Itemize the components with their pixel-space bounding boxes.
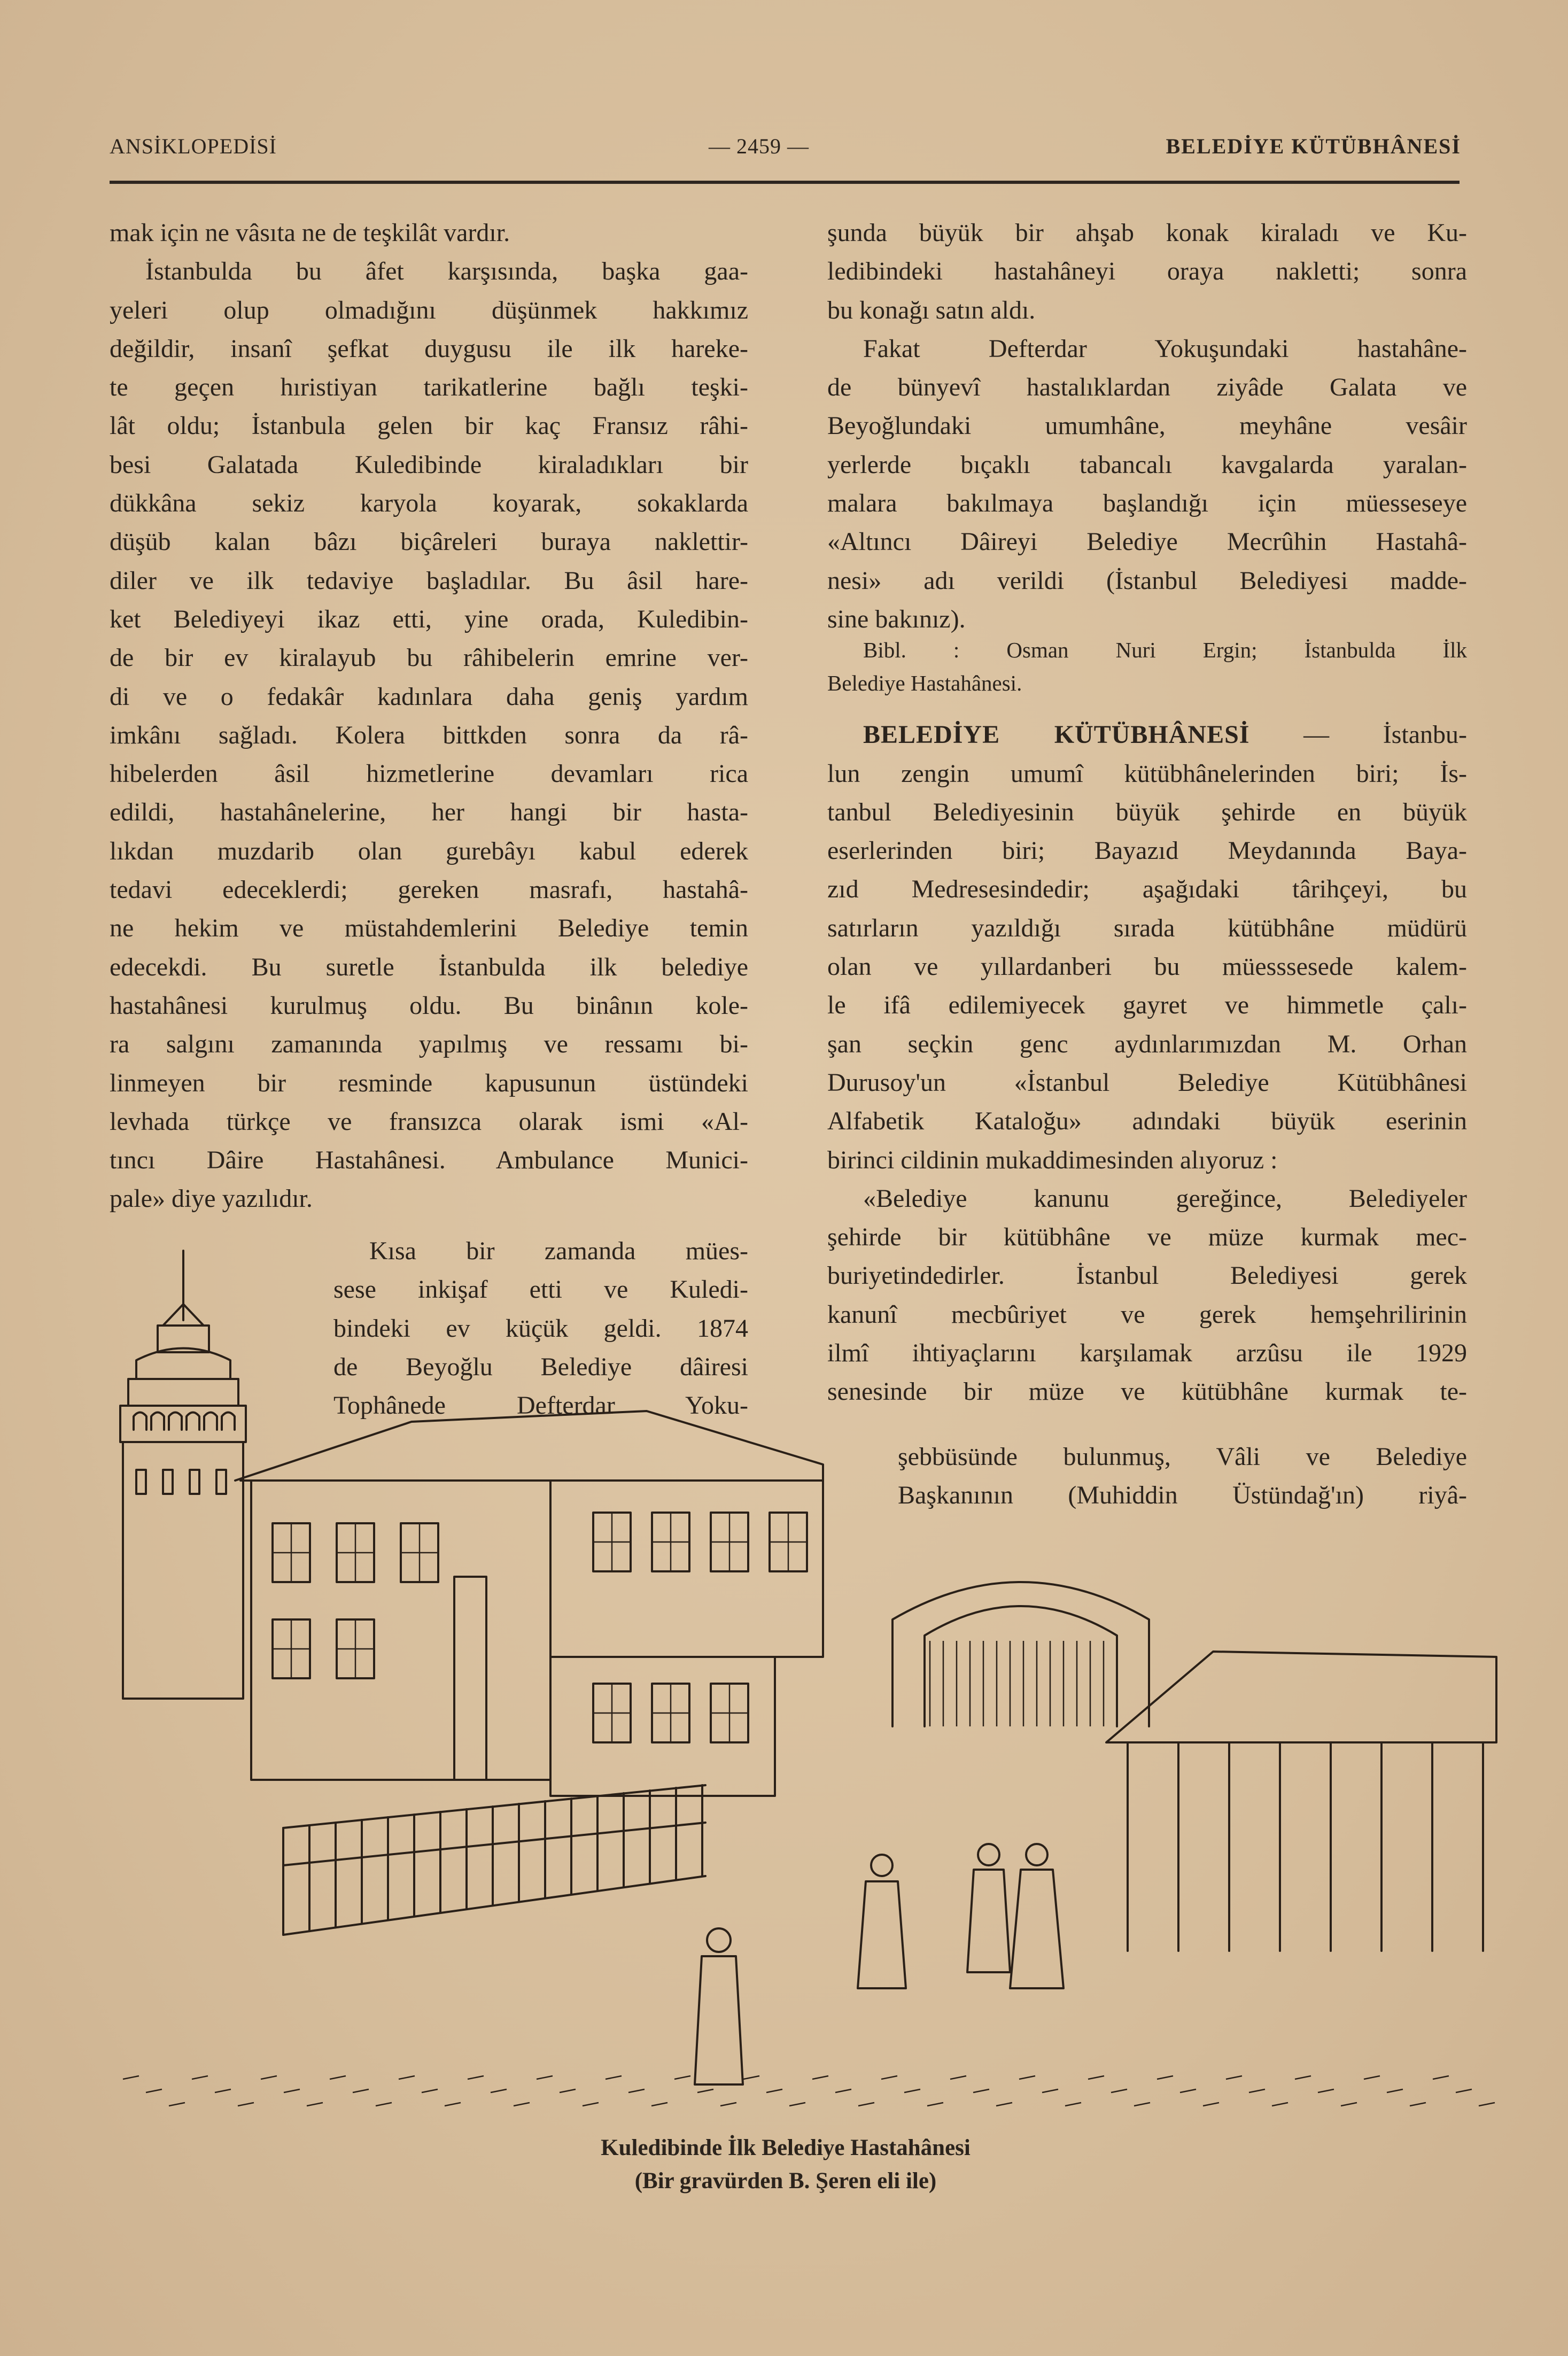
text-line: edecekdi. Bu suretle İstanbulda ilk belediye — [110, 952, 748, 981]
window-mullion — [652, 1513, 689, 1571]
ground-stroke — [146, 2089, 162, 2092]
ground-stroke — [514, 2103, 530, 2106]
tower-window — [222, 1413, 235, 1430]
paragraph — [827, 330, 1467, 639]
paragraph — [827, 214, 1467, 330]
ground-stroke — [468, 2076, 484, 2079]
text-line: linmeyen bir resminde kapusunun üstündeki — [110, 1068, 748, 1097]
text-line: nesi» adı verildi (İstanbul Belediyesi madde- — [827, 566, 1467, 595]
paragraph — [110, 252, 748, 1218]
tower-window — [190, 1470, 199, 1494]
text-line: sese inkişaf etti ve Kuledi- — [333, 1275, 748, 1304]
text-line: lıkdan muzdarib olan gurebâyı kabul ederek — [110, 836, 748, 865]
ground-stroke — [1226, 2076, 1242, 2079]
text-line: bu konağı satın aldı. — [827, 296, 1036, 324]
text-line: Bibl. : Osman Nuri Ergin; İstanbulda İlk — [863, 638, 1467, 663]
text-line: değildir, insanî şefkat duygusu ile ilk hareke- — [110, 334, 748, 363]
window-mullion — [711, 1684, 748, 1742]
tower-window — [136, 1470, 146, 1494]
text-line: şebbüsünde bulunmuş, Vâli ve Belediye — [898, 1443, 1467, 1471]
ground-stroke — [812, 2076, 828, 2079]
window-mullion — [593, 1513, 631, 1571]
archway — [892, 1582, 1149, 1726]
ground-stroke — [445, 2103, 461, 2106]
ground-stroke — [996, 2103, 1012, 2106]
text-line: ne hekim ve müstahdemlerini Belediye temin — [110, 914, 748, 943]
text-line: dükkâna sekiz karyola koyarak, sokaklarda — [110, 489, 748, 518]
ground-stroke — [1042, 2089, 1058, 2092]
text-line: le ifâ edilemiyecek gayret ve himmetle çalı- — [827, 991, 1467, 1020]
text-line: diler ve ilk tedaviye başladılar. Bu âsil hare- — [110, 566, 748, 595]
figure-caption-credit: (Bir gravürden B. Şeren eli ile) — [634, 2168, 937, 2194]
text-line: zıd Medresesindedir; aşağıdaki târihçeyi, bu — [827, 875, 1467, 904]
window-mullion — [273, 1619, 310, 1678]
tower-window — [169, 1413, 182, 1430]
ground-stroke — [1249, 2089, 1265, 2092]
text-line: te geçen hıristiyan tarikatlerine bağlı teşki- — [110, 373, 748, 402]
bibliography — [827, 633, 1467, 700]
text-line: Kısa bir zamanda mües- — [369, 1237, 748, 1265]
ground-stroke — [1295, 2076, 1311, 2079]
text-line: «Belediye kanunu gereğince, Belediyeler — [863, 1184, 1467, 1213]
text-line: Belediye Hastahânesi. — [827, 671, 1022, 696]
ground-stroke — [330, 2076, 346, 2079]
ground-stroke — [537, 2076, 553, 2079]
ground-stroke — [628, 2089, 645, 2092]
text-line: şunda büyük bir ahşab konak kiraladı ve Ku- — [827, 219, 1467, 247]
ground-stroke — [169, 2103, 185, 2106]
text-line: besi Galatada Kuledibinde kiraladıkları bir — [110, 450, 748, 479]
text-line: de Beyoğlu Belediye dâiresi — [333, 1352, 748, 1381]
galata-tower — [120, 1251, 246, 1699]
ground-stroke — [1456, 2089, 1472, 2092]
text-line: lun zengin umumî kütübhânelerinden biri; İs- — [827, 759, 1467, 788]
text-line: malara bakılmaya başlandığı için müesseseye — [827, 489, 1467, 518]
ground-stroke — [674, 2076, 690, 2079]
ground-hatching — [123, 2076, 1495, 2106]
text-line: tıncı Dâire Hastahânesi. Ambulance Munici- — [110, 1146, 748, 1175]
ground-stroke — [1272, 2103, 1288, 2106]
text-line: ilmî ihtiyaçlarını karşılamak arzûsu ile 1929 — [827, 1339, 1467, 1368]
ground-stroke — [766, 2089, 782, 2092]
ground-stroke — [950, 2076, 966, 2079]
text-line: de bünyevî hastalıklardan ziyâde Galata ve — [827, 373, 1467, 402]
ground-stroke — [238, 2103, 254, 2106]
text-line: Durusoy'un «İstanbul Belediye Kütübhânesi — [827, 1068, 1467, 1097]
text-line: levhada türkçe ve fransızca olarak ismi «Al- — [110, 1107, 748, 1136]
engraving-illustration — [112, 1245, 1502, 2127]
ground-stroke — [123, 2076, 139, 2079]
page-number: — 2459 — — [709, 134, 809, 158]
entry-heading-line — [827, 716, 1467, 754]
paragraph — [827, 755, 1467, 1180]
ground-stroke — [376, 2103, 392, 2106]
ground-stroke — [1065, 2103, 1081, 2106]
window-mullion — [652, 1684, 689, 1742]
ground-stroke — [697, 2089, 713, 2092]
ground-stroke — [1111, 2089, 1127, 2092]
hospital-building — [235, 1411, 823, 1796]
paragraph — [110, 214, 748, 252]
text-line: satırların yazıldığı sırada kütübhâne müdürü — [827, 913, 1467, 942]
text-line: lât oldu; İstanbula gelen bir kaç Fransız râhi- — [110, 412, 748, 440]
figures — [695, 1844, 1064, 2084]
text-line: yerlerde bıçaklı tabancalı kavgalarda yaralan- — [827, 450, 1467, 479]
text-line: buriyetindedirler. İstanbul Belediyesi gerek — [827, 1261, 1467, 1290]
text-line: şan seçkin genc aydınlarımızdan M. Orhan — [827, 1029, 1467, 1058]
ground-stroke — [1157, 2076, 1173, 2079]
ground-stroke — [261, 2076, 277, 2079]
text-line: pale» diye yazılıdır. — [110, 1184, 313, 1213]
text-line: sine bakınız). — [827, 604, 966, 633]
text-line: şehirde bir kütübhâne ve müze kurmak mec- — [827, 1223, 1467, 1252]
tower-window — [134, 1413, 146, 1430]
market-shed — [1106, 1652, 1496, 1951]
right-column — [827, 214, 1467, 1412]
window-mullion — [273, 1523, 310, 1582]
text-line: yeleri olup olmadığını düşünmek hakkımız — [110, 296, 748, 324]
text-line: de bir ev kiralayub bu râhibelerin emrine ver- — [110, 644, 748, 672]
text-line: Fakat Defterdar Yokuşundaki hastahâne- — [863, 334, 1467, 363]
ground-stroke — [1203, 2103, 1219, 2106]
text-line: senesinde bir müze ve kütübhâne kurmak te- — [827, 1377, 1467, 1406]
running-header-right: BELEDİYE KÜTÜBHÂNESİ — [1166, 134, 1461, 158]
ground-stroke — [422, 2089, 438, 2092]
text-line: birinci cildinin mukaddimesinden alıyoruz : — [827, 1145, 1278, 1174]
text-line: Tophânede Defterdar Yoku- — [333, 1391, 748, 1420]
ground-stroke — [353, 2089, 369, 2092]
ground-stroke — [743, 2076, 759, 2079]
window-mullion — [711, 1513, 748, 1571]
tower-window — [216, 1470, 226, 1494]
ground-stroke — [858, 2103, 874, 2106]
ground-stroke — [1341, 2103, 1357, 2106]
window-mullion — [593, 1684, 631, 1742]
entry-heading-rest: — İstanbu- — [1303, 720, 1468, 749]
ground-stroke — [904, 2089, 920, 2092]
window-mullion — [770, 1513, 807, 1571]
ground-stroke — [1364, 2076, 1380, 2079]
ground-stroke — [651, 2103, 667, 2106]
text-line: imkânı sağladı. Kolera bittkden sonra da râ- — [110, 720, 748, 749]
text-line: edildi, hastahânelerine, her hangi bir hasta- — [110, 798, 748, 827]
ground-stroke — [215, 2089, 231, 2092]
tower-window — [151, 1413, 164, 1430]
text-line: eserlerinden biri; Bayazıd Meydanında Baya- — [827, 836, 1467, 865]
ground-stroke — [1019, 2076, 1035, 2079]
ground-stroke — [1387, 2089, 1403, 2092]
text-line: mak için ne vâsıta ne de teşkilât vardır. — [110, 219, 510, 247]
text-line: kanunî mecbûriyet ve gerek hemşehrilirinin — [827, 1300, 1467, 1329]
text-line: tedavi edeceklerdi; gereken masrafı, hastahâ- — [110, 875, 748, 904]
ground-stroke — [399, 2076, 415, 2079]
left-column — [110, 214, 748, 1219]
ground-stroke — [1180, 2089, 1196, 2092]
ground-stroke — [606, 2076, 622, 2079]
ground-stroke — [835, 2089, 851, 2092]
entry-heading: BELEDİYE KÜTÜBHÂNESİ — [863, 720, 1250, 749]
ground-stroke — [1134, 2103, 1150, 2106]
tower-window — [163, 1470, 173, 1494]
ground-stroke — [1318, 2089, 1334, 2092]
ground-stroke — [284, 2089, 300, 2092]
window-mullion — [401, 1523, 438, 1582]
ground-stroke — [973, 2089, 989, 2092]
ground-stroke — [1433, 2076, 1449, 2079]
tower-window — [204, 1413, 217, 1430]
text-line: olan ve yıllardanberi bu müesssesede kalem- — [827, 952, 1467, 981]
figure-caption-title: Kuledibinde İlk Belediye Hastahânesi — [601, 2135, 971, 2160]
text-line: hibelerden âsil hizmetlerine devamları rica — [110, 759, 748, 788]
running-header-left: ANSİKLOPEDİSİ — [110, 134, 277, 158]
text-line: ra salgını zamanında yapılmış ve ressamı bi- — [110, 1030, 748, 1059]
text-line: di ve o fedakâr kadınlara daha geniş yardım — [110, 682, 748, 711]
text-line: ket Belediyeyi ikaz etti, yine orada, Kuledibin- — [110, 604, 748, 633]
ground-stroke — [1479, 2103, 1495, 2106]
text-line: İstanbulda bu âfet karşısında, başka gaa- — [145, 257, 748, 286]
ground-stroke — [789, 2103, 805, 2106]
text-line: bindeki ev küçük geldi. 1874 — [333, 1314, 748, 1343]
ground-stroke — [560, 2089, 576, 2092]
text-line: ledibindeki hastahâneyi oraya nakletti; sonra — [827, 257, 1467, 286]
text-line: hastahânesi kurulmuş oldu. Bu binânın kole- — [110, 991, 748, 1020]
ground-stroke — [720, 2103, 736, 2106]
header-rule — [110, 181, 1460, 184]
text-line: «Altıncı Dâireyi Belediye Mecrûhin Hastahâ- — [827, 528, 1467, 556]
ground-stroke — [881, 2076, 897, 2079]
text-line: düşüb kalan bâzı biçâreleri buraya naklettir- — [110, 528, 748, 556]
text-line: Alfabetik Kataloğu» adındaki büyük eserinin — [827, 1107, 1467, 1136]
fence — [283, 1785, 705, 1935]
ground-stroke — [1410, 2103, 1426, 2106]
text-line: Başkanının (Muhiddin Üstündağ'ın) riyâ- — [898, 1481, 1467, 1510]
ground-stroke — [491, 2089, 507, 2092]
ground-stroke — [1088, 2076, 1104, 2079]
ground-stroke — [307, 2103, 323, 2106]
ground-stroke — [927, 2103, 943, 2106]
tower-window — [187, 1413, 199, 1430]
window-mullion — [337, 1619, 374, 1678]
ground-stroke — [192, 2076, 208, 2079]
text-line: Beyoğlundaki umumhâne, meyhâne vesâir — [827, 412, 1467, 440]
text-line: tanbul Belediyesinin büyük şehirde en büyük — [827, 797, 1467, 826]
ground-stroke — [583, 2103, 599, 2106]
window-mullion — [337, 1523, 374, 1582]
